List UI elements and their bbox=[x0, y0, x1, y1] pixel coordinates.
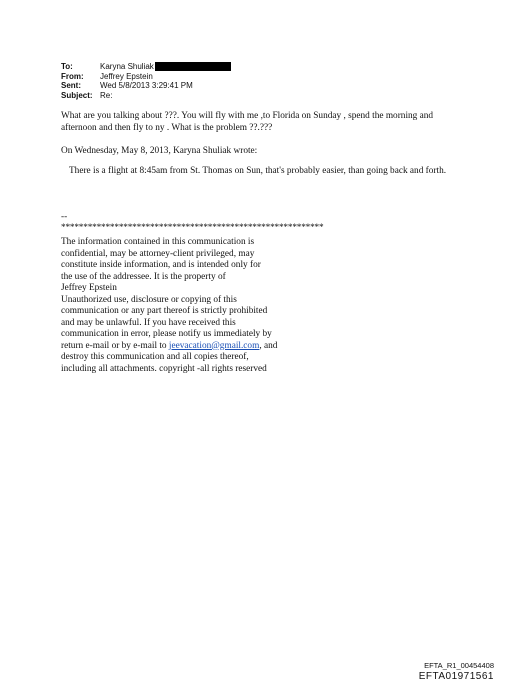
email-header bbox=[61, 62, 231, 100]
disclaimer-line-with-link bbox=[61, 341, 301, 353]
sent-value: Wed 5/8/2013 3:29:41 PM bbox=[100, 81, 193, 90]
disclaimer-line: including all attachments. copyright -all rights reserved bbox=[61, 363, 267, 374]
subject-label: Subject: bbox=[61, 90, 93, 100]
sent-label: Sent: bbox=[61, 81, 81, 90]
disclaimer-line: confidential, may be attorney-client privileged, may bbox=[61, 248, 255, 259]
subject-value: Re: bbox=[100, 90, 113, 100]
quote-intro: On Wednesday, May 8, 2013, Karyna Shuliak wrote: bbox=[61, 146, 258, 156]
disclaimer-line: the use of the addressee. It is the property of bbox=[61, 271, 226, 282]
disclaimer-line: Unauthorized use, disclosure or copying of this bbox=[61, 294, 237, 305]
from-row bbox=[61, 72, 231, 82]
bates-number-small: EFTA_R1_00454408 bbox=[424, 661, 494, 670]
disclaimer-line-after-link: , and bbox=[259, 340, 278, 351]
disclaimer-line: and may be unlawful. If you have received this bbox=[61, 317, 236, 328]
disclaimer-line: The information contained in this communication is bbox=[61, 237, 255, 247]
disclaimer-line: return e-mail or by e-mail to bbox=[61, 340, 169, 351]
from-value: Jeffrey Epstein bbox=[100, 71, 153, 81]
disclaimer-line: communication or any part thereof is strictly prohibited bbox=[61, 306, 268, 316]
to-row bbox=[61, 62, 231, 72]
disclaimer-line: constitute inside information, and is intended only for bbox=[61, 260, 261, 270]
signature-separator: -- bbox=[61, 212, 68, 222]
from-label: From: bbox=[61, 71, 84, 81]
subject-row bbox=[61, 91, 231, 101]
email-link[interactable]: jeevacation@gmail.com bbox=[168, 340, 260, 351]
to-value: Karyna Shuliak bbox=[100, 62, 154, 71]
disclaimer-line: destroy this communication and all copies thereof, bbox=[61, 352, 249, 362]
reply-text: What are you talking about ???. You will fly with me ,to Florida on Sunday , spend the morning and afternoon and then fly to ny . What is the problem ??.??? bbox=[61, 111, 434, 133]
disclaimer-line: Jeffrey Epstein bbox=[61, 283, 117, 293]
disclaimer-line: communication in error, please notify us immediately by bbox=[61, 329, 272, 339]
sent-row bbox=[61, 81, 231, 91]
to-label: To: bbox=[61, 62, 73, 71]
asterisk-divider: *********************************************************** bbox=[61, 223, 324, 233]
quoted-text: There is a flight at 8:45am from St. Thomas on Sun, that's probably easier, than going back and forth. bbox=[69, 166, 447, 176]
bates-number-large: EFTA01971561 bbox=[418, 671, 494, 682]
redaction-box bbox=[155, 62, 231, 71]
disclaimer bbox=[61, 237, 301, 375]
